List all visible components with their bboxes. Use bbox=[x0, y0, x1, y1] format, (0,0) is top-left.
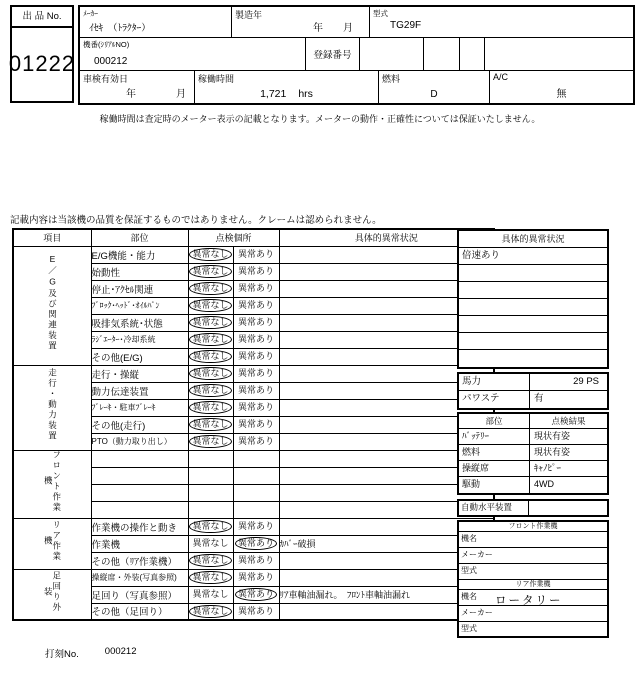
hours-value-wrap bbox=[195, 88, 378, 100]
status-ng-label: 異常あり bbox=[237, 385, 274, 395]
status-ok-label: 異常なし bbox=[189, 248, 231, 261]
status-ok-label: 異常なし bbox=[189, 265, 231, 278]
status-ng-cell bbox=[233, 314, 279, 331]
front-implement-row bbox=[459, 548, 607, 564]
status-ng-label: 異常あり bbox=[237, 300, 274, 310]
status-ok-label: 異常なし bbox=[189, 316, 231, 329]
parts-result: 現状有姿 bbox=[534, 447, 571, 457]
status-ok-label: 異常なし bbox=[192, 538, 229, 548]
rear-implement-field-label: メーカー bbox=[461, 608, 493, 617]
status-ng-cell bbox=[233, 484, 279, 501]
status-ok-cell bbox=[188, 586, 233, 603]
status-ok-label: 異常なし bbox=[189, 571, 231, 584]
status-ok-cell bbox=[188, 382, 233, 399]
status-ok-cell bbox=[188, 501, 233, 518]
rear-implement-row bbox=[459, 606, 607, 622]
status-ok-label: 異常なし bbox=[189, 520, 231, 533]
front-implement-title: フロント作業機 bbox=[459, 522, 607, 532]
status-ng-label: 異常あり bbox=[237, 436, 274, 446]
status-ng-cell bbox=[233, 263, 279, 280]
status-ok-label: 異常なし bbox=[189, 333, 231, 346]
serial-value: 000212 bbox=[94, 56, 128, 67]
status-ng-label: 異常あり bbox=[235, 588, 277, 601]
side-abnormal-row bbox=[459, 316, 607, 333]
status-ok-cell bbox=[188, 450, 233, 467]
status-ng-cell bbox=[233, 586, 279, 603]
part-name: ﾌﾞﾚｰｷ・駐車ﾌﾞﾚｰｷ bbox=[91, 399, 188, 416]
spec-value: 有 bbox=[534, 393, 544, 404]
auto-level-label: 自動水平装置 bbox=[459, 501, 529, 515]
status-ok-cell bbox=[188, 331, 233, 348]
part-name: 吸排気系統･状態 bbox=[91, 314, 188, 331]
model-value: TG29F bbox=[390, 20, 422, 31]
hours-label: 稼働時間 bbox=[198, 74, 235, 84]
front-implement-field-label: 型式 bbox=[461, 566, 477, 575]
status-ok-label: 異常なし bbox=[189, 435, 231, 448]
inspection-table-body bbox=[13, 246, 494, 620]
rear-implement-row bbox=[459, 622, 607, 636]
parts-result: 現状有姿 bbox=[534, 431, 571, 441]
registration-value-cell-1 bbox=[360, 38, 424, 70]
spec-row bbox=[459, 374, 607, 391]
status-ng-cell bbox=[233, 416, 279, 433]
status-ng-label: 異常あり bbox=[235, 537, 277, 550]
parts-result: ｷｬﾉﾋﾟｰ bbox=[534, 463, 562, 473]
inspection-expiry-label: 車検有効日 bbox=[83, 74, 129, 84]
side-abnormal-row bbox=[459, 350, 607, 367]
registration-label: 登録番号 bbox=[313, 50, 352, 61]
status-ok-cell bbox=[188, 416, 233, 433]
part-name: 作業機 bbox=[91, 535, 188, 552]
status-ng-cell bbox=[233, 501, 279, 518]
status-ok-label: 異常なし bbox=[189, 605, 231, 618]
side-abnormal-row: 倍速あり bbox=[459, 248, 607, 265]
meter-note: 稼働時間は査定時のメーター表示の記載となります。メーターの動作・正確性については保証いたしません。 bbox=[99, 114, 541, 124]
status-ng-cell bbox=[233, 246, 279, 263]
part-name: 作業機の操作と動き bbox=[91, 518, 188, 535]
implement-box bbox=[457, 520, 609, 638]
part-name: その他（足回り） bbox=[91, 603, 188, 620]
inspection-table bbox=[12, 228, 495, 621]
status-ng-label: 異常あり bbox=[237, 605, 274, 616]
status-ok-cell bbox=[188, 518, 233, 535]
fuel-value: D bbox=[430, 89, 438, 100]
part-name: 始動性 bbox=[91, 263, 188, 280]
status-ok-label: 異常なし bbox=[192, 589, 229, 599]
serial-cell bbox=[80, 38, 306, 70]
parts-part: 燃料 bbox=[459, 445, 530, 460]
fuel-cell bbox=[379, 71, 490, 103]
side-abnormal-row bbox=[459, 282, 607, 299]
fuel-label: 燃料 bbox=[382, 74, 401, 84]
rear-implement-title: リア作業機 bbox=[459, 580, 607, 590]
side-abnormal-rows bbox=[459, 248, 607, 367]
mfg-year-label: 製造年 bbox=[235, 10, 263, 20]
status-ng-label: 異常あり bbox=[237, 419, 274, 429]
status-ok-cell bbox=[188, 467, 233, 484]
side-parts-box bbox=[457, 412, 609, 495]
group-label: リア作業機 bbox=[43, 520, 62, 562]
status-ok-label: 異常なし bbox=[189, 401, 231, 414]
status-ng-label: 異常あり bbox=[237, 283, 274, 293]
header-part: 部位 bbox=[91, 229, 188, 246]
rear-implement-field-value: ロータリー bbox=[495, 595, 563, 607]
status-ng-cell bbox=[233, 331, 279, 348]
stamp-number-row bbox=[45, 646, 137, 660]
parts-row bbox=[459, 477, 607, 493]
group-label: E／G及び関連装置 bbox=[47, 254, 58, 352]
status-ok-cell bbox=[188, 484, 233, 501]
rear-implement-field-label: 型式 bbox=[461, 624, 477, 633]
status-ok-label: 異常なし bbox=[189, 350, 231, 363]
status-ng-label: 異常あり bbox=[237, 351, 274, 361]
auto-level-value bbox=[529, 501, 607, 515]
parts-part: ﾊﾞｯﾃﾘｰ bbox=[459, 429, 530, 444]
rear-implement-field-label: 機名 bbox=[461, 592, 477, 601]
part-name bbox=[91, 484, 188, 501]
inspection-row bbox=[13, 518, 494, 535]
registration-value-cell-3 bbox=[460, 38, 485, 70]
status-ng-label: 異常あり bbox=[237, 317, 274, 327]
status-ng-cell bbox=[233, 552, 279, 569]
side-abnormal-box bbox=[457, 229, 609, 369]
parts-part: 操縦席 bbox=[459, 461, 530, 476]
status-ok-cell bbox=[188, 433, 233, 450]
inspection-group-cell bbox=[13, 450, 91, 518]
status-ng-cell bbox=[233, 280, 279, 297]
status-ng-label: 異常あり bbox=[237, 334, 274, 344]
lot-number-label: 出 品 No. bbox=[12, 7, 72, 28]
inspection-row bbox=[13, 365, 494, 382]
group-label: 走行・動力装置 bbox=[47, 368, 58, 442]
part-name bbox=[91, 501, 188, 518]
header-item: 項目 bbox=[13, 229, 91, 246]
front-implement-row bbox=[459, 564, 607, 580]
status-ng-cell bbox=[233, 433, 279, 450]
status-ok-cell bbox=[188, 365, 233, 382]
status-ok-cell bbox=[188, 314, 233, 331]
hours-unit: hrs bbox=[298, 88, 313, 100]
status-ok-cell bbox=[188, 263, 233, 280]
status-ok-label: 異常なし bbox=[189, 384, 231, 397]
part-name bbox=[91, 467, 188, 484]
registration-cell bbox=[306, 38, 360, 70]
status-ok-cell bbox=[188, 297, 233, 314]
registration-value-cell-4 bbox=[485, 38, 633, 70]
hours-value: 1,721 bbox=[260, 88, 287, 100]
parts-result: 4WD bbox=[534, 479, 554, 489]
status-ok-cell bbox=[188, 246, 233, 263]
side-spec-box bbox=[457, 372, 609, 410]
parts-part: 駆動 bbox=[459, 477, 530, 493]
rear-implement-row bbox=[459, 590, 607, 606]
part-name: 足回り（写真参照） bbox=[91, 586, 188, 603]
ac-value: 無 bbox=[556, 89, 567, 100]
inspection-expiry-cell bbox=[80, 71, 195, 103]
status-ok-label: 異常なし bbox=[189, 554, 231, 567]
status-ng-cell bbox=[233, 535, 279, 552]
header-table bbox=[78, 5, 635, 105]
parts-row bbox=[459, 461, 607, 477]
status-ok-cell bbox=[188, 603, 233, 620]
mfg-year-value: 年 月 bbox=[313, 23, 353, 34]
inspection-group-cell bbox=[13, 365, 91, 450]
status-ok-cell bbox=[188, 348, 233, 365]
status-ok-label: 異常なし bbox=[189, 367, 231, 380]
header-row-3 bbox=[80, 71, 633, 103]
part-name: ﾗｼﾞｴｰﾀｰ･冷却系統 bbox=[91, 331, 188, 348]
stamp-number-value: 000212 bbox=[104, 646, 137, 657]
part-name: PTO（動力取り出し） bbox=[91, 433, 188, 450]
status-ng-cell bbox=[233, 467, 279, 484]
abnormality-detail: ﾘｱ車軸油漏れ｡ ﾌﾛﾝﾄ車軸油漏れ bbox=[279, 586, 494, 603]
side-parts-header-result: 点検結果 bbox=[551, 416, 586, 426]
part-name: 操縦席・外装(写真参照) bbox=[91, 569, 188, 586]
status-ok-cell bbox=[188, 552, 233, 569]
status-ng-label: 異常あり bbox=[237, 402, 274, 412]
parts-row bbox=[459, 429, 607, 445]
status-ok-label: 異常なし bbox=[189, 418, 231, 431]
abnormality-detail: ｶﾊﾞｰ破損 bbox=[279, 535, 494, 552]
disclaimer-note: 記載内容は当該機の品質を保証するものではありません。クレームは認められません。 bbox=[10, 215, 382, 226]
status-ng-cell bbox=[233, 569, 279, 586]
maker-label: ﾒｰｶｰ bbox=[83, 9, 98, 18]
status-ng-cell bbox=[233, 297, 279, 314]
status-ok-cell bbox=[188, 535, 233, 552]
status-ng-label: 異常あり bbox=[237, 266, 274, 276]
hours-cell bbox=[195, 71, 379, 103]
lot-number-box bbox=[10, 5, 74, 103]
header-row-2 bbox=[80, 38, 633, 71]
front-implement-field-label: メーカー bbox=[461, 550, 493, 559]
side-parts-rows bbox=[459, 429, 607, 493]
inspection-table-header-row bbox=[13, 229, 494, 246]
part-name: 走行・操縦 bbox=[91, 365, 188, 382]
side-parts-header-row bbox=[459, 414, 607, 429]
status-ng-label: 異常あり bbox=[237, 249, 274, 259]
parts-row bbox=[459, 445, 607, 461]
status-ok-label: 異常なし bbox=[189, 299, 231, 312]
part-name: ﾌﾞﾛｯｸ･ﾍｯﾄﾞ･ｵｲﾙﾊﾟﾝ bbox=[91, 297, 188, 314]
inspection-row bbox=[13, 246, 494, 263]
status-ng-label: 異常あり bbox=[237, 555, 274, 565]
status-ng-label: 異常あり bbox=[237, 521, 274, 531]
mfg-year-cell bbox=[232, 7, 370, 37]
side-abnormal-row bbox=[459, 333, 607, 350]
group-label: 足回り外装 bbox=[43, 570, 62, 613]
ac-label: A/C bbox=[493, 72, 509, 82]
status-ng-cell bbox=[233, 603, 279, 620]
model-label: 型式 bbox=[373, 9, 388, 18]
group-label: フロント作業機 bbox=[43, 450, 62, 513]
stamp-number-label: 打刻No. bbox=[45, 649, 79, 660]
side-parts-header-part: 部位 bbox=[459, 414, 530, 428]
maker-value: ｲｾｷ （ﾄﾗｸﾀｰ） bbox=[89, 23, 151, 34]
side-abnormal-header: 具体的異常状況 bbox=[459, 231, 607, 248]
registration-value-cell-2 bbox=[424, 38, 460, 70]
status-ok-label: 異常なし bbox=[189, 282, 231, 295]
status-ng-label: 異常あり bbox=[237, 368, 274, 378]
maker-cell bbox=[80, 7, 232, 37]
status-ng-cell bbox=[233, 518, 279, 535]
part-name: その他(E/G) bbox=[91, 348, 188, 365]
part-name: 停止･ｱｸｾﾙ関連 bbox=[91, 280, 188, 297]
serial-label: 機番(ｼﾘｱﾙNO) bbox=[83, 40, 130, 49]
status-ok-cell bbox=[188, 569, 233, 586]
inspection-expiry-value: 年 月 bbox=[126, 89, 186, 100]
status-ng-cell bbox=[233, 382, 279, 399]
spec-value: 29 PS bbox=[573, 376, 599, 387]
status-ng-cell bbox=[233, 365, 279, 382]
spec-label: パワステ bbox=[459, 391, 530, 408]
header-row-1 bbox=[80, 7, 633, 38]
status-ok-cell bbox=[188, 399, 233, 416]
part-name: E/G機能・能力 bbox=[91, 246, 188, 263]
inspection-group-cell bbox=[13, 518, 91, 569]
inspection-group-cell bbox=[13, 246, 91, 365]
lot-number-value: 01222 bbox=[8, 51, 76, 76]
front-implement-row bbox=[459, 532, 607, 548]
auto-level-box bbox=[457, 499, 609, 517]
header-check: 点検個所 bbox=[188, 229, 279, 246]
inspection-group-cell bbox=[13, 569, 91, 620]
status-ng-cell bbox=[233, 348, 279, 365]
front-implement-field-label: 機名 bbox=[461, 534, 477, 543]
status-ng-label: 異常あり bbox=[237, 572, 274, 582]
inspection-row bbox=[13, 450, 494, 467]
spec-label: 馬力 bbox=[459, 374, 530, 390]
ac-cell bbox=[490, 71, 633, 103]
part-name bbox=[91, 450, 188, 467]
side-abnormal-row bbox=[459, 265, 607, 282]
status-ok-cell bbox=[188, 280, 233, 297]
spec-row bbox=[459, 391, 607, 408]
part-name: その他（ﾘｱ作業機） bbox=[91, 552, 188, 569]
status-ng-cell bbox=[233, 399, 279, 416]
side-abnormal-row bbox=[459, 299, 607, 316]
inspection-row bbox=[13, 569, 494, 586]
status-ng-cell bbox=[233, 450, 279, 467]
header-detail: 具体的異常状況 bbox=[279, 229, 494, 246]
part-name: その他(走行) bbox=[91, 416, 188, 433]
model-cell bbox=[370, 7, 633, 37]
part-name: 動力伝達装置 bbox=[91, 382, 188, 399]
